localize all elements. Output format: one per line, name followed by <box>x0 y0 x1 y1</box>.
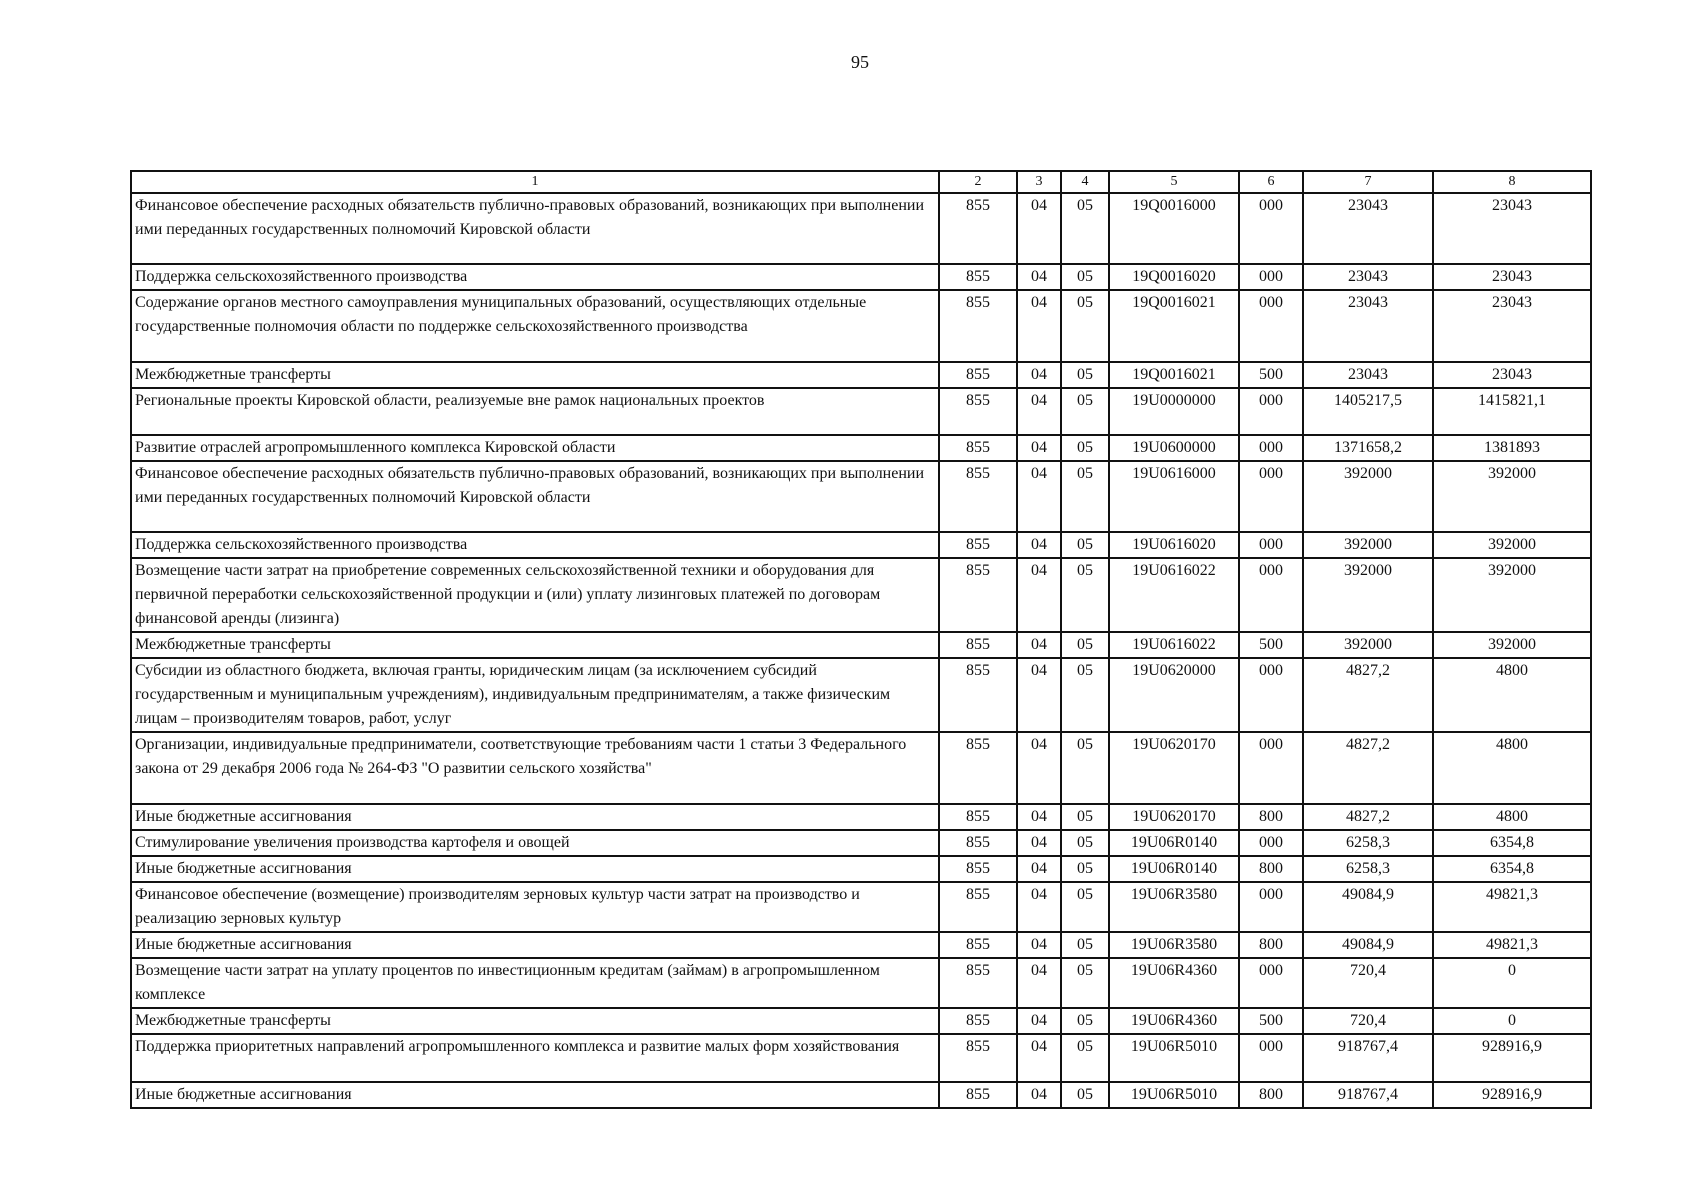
table-header-row <box>131 171 1591 193</box>
amount-year-2: 4800 <box>1433 658 1591 732</box>
table-row <box>131 558 1591 632</box>
amount-year-2: 49821,3 <box>1433 882 1591 932</box>
table-row <box>131 435 1591 461</box>
table-row <box>131 461 1591 532</box>
ministry-code: 855 <box>939 290 1017 362</box>
target-article-code: 19U0616020 <box>1109 532 1239 558</box>
section-code: 04 <box>1017 558 1061 632</box>
row-name: Поддержка сельскохозяйственного производства <box>131 264 939 290</box>
target-article-code: 19U0620170 <box>1109 804 1239 830</box>
subsection-code: 05 <box>1061 804 1109 830</box>
table-row <box>131 388 1591 435</box>
table-row <box>131 264 1591 290</box>
ministry-code: 855 <box>939 532 1017 558</box>
ministry-code: 855 <box>939 958 1017 1008</box>
table-row <box>131 193 1591 264</box>
table-row <box>131 362 1591 388</box>
ministry-code: 855 <box>939 362 1017 388</box>
row-name: Иные бюджетные ассигнования <box>131 932 939 958</box>
subsection-code: 05 <box>1061 732 1109 804</box>
target-article-code: 19U06R0140 <box>1109 856 1239 882</box>
expense-type-code: 000 <box>1239 830 1303 856</box>
amount-year-2: 23043 <box>1433 290 1591 362</box>
amount-year-2: 23043 <box>1433 193 1591 264</box>
amount-year-2: 928916,9 <box>1433 1082 1591 1108</box>
section-code: 04 <box>1017 804 1061 830</box>
subsection-code: 05 <box>1061 388 1109 435</box>
amount-year-1: 720,4 <box>1303 958 1433 1008</box>
amount-year-1: 1405217,5 <box>1303 388 1433 435</box>
column-header: 3 <box>1017 171 1061 193</box>
expense-type-code: 000 <box>1239 1034 1303 1082</box>
expense-type-code: 000 <box>1239 461 1303 532</box>
section-code: 04 <box>1017 632 1061 658</box>
expense-type-code: 000 <box>1239 264 1303 290</box>
expense-type-code: 000 <box>1239 388 1303 435</box>
row-name: Межбюджетные трансферты <box>131 1008 939 1034</box>
amount-year-1: 6258,3 <box>1303 856 1433 882</box>
row-name: Региональные проекты Кировской области, реализуемые вне рамок национальных проектов <box>131 388 939 435</box>
expense-type-code: 000 <box>1239 658 1303 732</box>
target-article-code: 19U06R3580 <box>1109 882 1239 932</box>
table-row <box>131 882 1591 932</box>
amount-year-1: 918767,4 <box>1303 1082 1433 1108</box>
amount-year-1: 23043 <box>1303 193 1433 264</box>
section-code: 04 <box>1017 532 1061 558</box>
amount-year-1: 720,4 <box>1303 1008 1433 1034</box>
subsection-code: 05 <box>1061 632 1109 658</box>
row-name: Финансовое обеспечение расходных обязательств публично-правовых образований, возникающих при выполнении ими переданных государственных полномочий Кировской области <box>131 461 939 532</box>
column-header: 5 <box>1109 171 1239 193</box>
expense-type-code: 000 <box>1239 882 1303 932</box>
section-code: 04 <box>1017 362 1061 388</box>
amount-year-1: 23043 <box>1303 362 1433 388</box>
table-row <box>131 1034 1591 1082</box>
subsection-code: 05 <box>1061 658 1109 732</box>
ministry-code: 855 <box>939 558 1017 632</box>
amount-year-2: 1415821,1 <box>1433 388 1591 435</box>
page-number: 95 <box>851 52 869 72</box>
section-code: 04 <box>1017 856 1061 882</box>
subsection-code: 05 <box>1061 882 1109 932</box>
section-code: 04 <box>1017 1034 1061 1082</box>
ministry-code: 855 <box>939 461 1017 532</box>
column-header: 4 <box>1061 171 1109 193</box>
subsection-code: 05 <box>1061 435 1109 461</box>
row-name: Поддержка сельскохозяйственного производства <box>131 532 939 558</box>
row-name: Поддержка приоритетных направлений агропромышленного комплекса и развитие малых форм хозяйствования <box>131 1034 939 1082</box>
target-article-code: 19U0000000 <box>1109 388 1239 435</box>
target-article-code: 19U06R5010 <box>1109 1082 1239 1108</box>
table-row <box>131 532 1591 558</box>
expense-type-code: 800 <box>1239 804 1303 830</box>
target-article-code: 19U06R3580 <box>1109 932 1239 958</box>
section-code: 04 <box>1017 732 1061 804</box>
target-article-code: 19U06R4360 <box>1109 1008 1239 1034</box>
target-article-code: 19Q0016021 <box>1109 362 1239 388</box>
amount-year-2: 6354,8 <box>1433 856 1591 882</box>
amount-year-2: 0 <box>1433 1008 1591 1034</box>
table-row <box>131 830 1591 856</box>
target-article-code: 19U0616022 <box>1109 632 1239 658</box>
amount-year-1: 392000 <box>1303 461 1433 532</box>
table-row <box>131 932 1591 958</box>
table-row <box>131 1008 1591 1034</box>
subsection-code: 05 <box>1061 362 1109 388</box>
target-article-code: 19U0616000 <box>1109 461 1239 532</box>
ministry-code: 855 <box>939 732 1017 804</box>
row-name: Межбюджетные трансферты <box>131 362 939 388</box>
expense-type-code: 500 <box>1239 362 1303 388</box>
amount-year-1: 1371658,2 <box>1303 435 1433 461</box>
amount-year-1: 392000 <box>1303 632 1433 658</box>
subsection-code: 05 <box>1061 558 1109 632</box>
subsection-code: 05 <box>1061 1034 1109 1082</box>
expense-type-code: 000 <box>1239 532 1303 558</box>
budget-table <box>130 170 1592 1109</box>
amount-year-2: 0 <box>1433 958 1591 1008</box>
table-row <box>131 804 1591 830</box>
expense-type-code: 800 <box>1239 856 1303 882</box>
subsection-code: 05 <box>1061 461 1109 532</box>
row-name: Межбюджетные трансферты <box>131 632 939 658</box>
expense-type-code: 500 <box>1239 1008 1303 1034</box>
ministry-code: 855 <box>939 193 1017 264</box>
amount-year-1: 4827,2 <box>1303 804 1433 830</box>
table-row <box>131 856 1591 882</box>
ministry-code: 855 <box>939 1034 1017 1082</box>
subsection-code: 05 <box>1061 958 1109 1008</box>
section-code: 04 <box>1017 264 1061 290</box>
expense-type-code: 000 <box>1239 435 1303 461</box>
ministry-code: 855 <box>939 435 1017 461</box>
amount-year-2: 392000 <box>1433 632 1591 658</box>
row-name: Развитие отраслей агропромышленного комплекса Кировской области <box>131 435 939 461</box>
section-code: 04 <box>1017 830 1061 856</box>
section-code: 04 <box>1017 958 1061 1008</box>
row-name: Иные бюджетные ассигнования <box>131 804 939 830</box>
amount-year-1: 49084,9 <box>1303 932 1433 958</box>
subsection-code: 05 <box>1061 932 1109 958</box>
column-header: 8 <box>1433 171 1591 193</box>
expense-type-code: 000 <box>1239 958 1303 1008</box>
section-code: 04 <box>1017 388 1061 435</box>
amount-year-1: 4827,2 <box>1303 658 1433 732</box>
target-article-code: 19Q0016020 <box>1109 264 1239 290</box>
section-code: 04 <box>1017 435 1061 461</box>
target-article-code: 19U0600000 <box>1109 435 1239 461</box>
row-name: Стимулирование увеличения производства картофеля и овощей <box>131 830 939 856</box>
expense-type-code: 000 <box>1239 290 1303 362</box>
expense-type-code: 000 <box>1239 558 1303 632</box>
ministry-code: 855 <box>939 1008 1017 1034</box>
row-name: Финансовое обеспечение (возмещение) производителям зерновых культур части затрат на производство и реализацию зерновых культур <box>131 882 939 932</box>
amount-year-2: 1381893 <box>1433 435 1591 461</box>
subsection-code: 05 <box>1061 290 1109 362</box>
target-article-code: 19U06R4360 <box>1109 958 1239 1008</box>
amount-year-2: 4800 <box>1433 804 1591 830</box>
amount-year-2: 23043 <box>1433 264 1591 290</box>
amount-year-2: 392000 <box>1433 532 1591 558</box>
table-row <box>131 732 1591 804</box>
column-header: 7 <box>1303 171 1433 193</box>
expense-type-code: 800 <box>1239 932 1303 958</box>
target-article-code: 19Q0016000 <box>1109 193 1239 264</box>
amount-year-2: 4800 <box>1433 732 1591 804</box>
ministry-code: 855 <box>939 388 1017 435</box>
section-code: 04 <box>1017 658 1061 732</box>
ministry-code: 855 <box>939 804 1017 830</box>
section-code: 04 <box>1017 461 1061 532</box>
target-article-code: 19U0616022 <box>1109 558 1239 632</box>
subsection-code: 05 <box>1061 264 1109 290</box>
amount-year-2: 49821,3 <box>1433 932 1591 958</box>
row-name: Финансовое обеспечение расходных обязательств публично-правовых образований, возникающих при выполнении ими переданных государственных полномочий Кировской области <box>131 193 939 264</box>
section-code: 04 <box>1017 882 1061 932</box>
amount-year-2: 392000 <box>1433 558 1591 632</box>
ministry-code: 855 <box>939 830 1017 856</box>
ministry-code: 855 <box>939 658 1017 732</box>
table-row <box>131 658 1591 732</box>
column-header: 2 <box>939 171 1017 193</box>
table-row <box>131 290 1591 362</box>
row-name: Содержание органов местного самоуправления муниципальных образований, осуществляющих отдельные государственные полномочия области по поддержке сельскохозяйственного производства <box>131 290 939 362</box>
amount-year-2: 928916,9 <box>1433 1034 1591 1082</box>
subsection-code: 05 <box>1061 193 1109 264</box>
expense-type-code: 500 <box>1239 632 1303 658</box>
row-name: Возмещение части затрат на уплату процентов по инвестиционным кредитам (займам) в агропромышленном комплексе <box>131 958 939 1008</box>
row-name: Иные бюджетные ассигнования <box>131 1082 939 1108</box>
subsection-code: 05 <box>1061 1008 1109 1034</box>
row-name: Возмещение части затрат на приобретение современных сельскохозяйственной техники и оборудования для первичной переработки сельскохозяйственной продукции и (или) уплату лизинговых платежей по договорам финансовой аренды (лизинга) <box>131 558 939 632</box>
section-code: 04 <box>1017 1082 1061 1108</box>
section-code: 04 <box>1017 193 1061 264</box>
ministry-code: 855 <box>939 632 1017 658</box>
amount-year-1: 392000 <box>1303 558 1433 632</box>
expense-type-code: 000 <box>1239 732 1303 804</box>
ministry-code: 855 <box>939 1082 1017 1108</box>
amount-year-1: 49084,9 <box>1303 882 1433 932</box>
table-row <box>131 632 1591 658</box>
table-row <box>131 958 1591 1008</box>
subsection-code: 05 <box>1061 1082 1109 1108</box>
target-article-code: 19U06R5010 <box>1109 1034 1239 1082</box>
amount-year-2: 23043 <box>1433 362 1591 388</box>
amount-year-1: 918767,4 <box>1303 1034 1433 1082</box>
amount-year-2: 392000 <box>1433 461 1591 532</box>
target-article-code: 19U0620170 <box>1109 732 1239 804</box>
section-code: 04 <box>1017 932 1061 958</box>
amount-year-1: 4827,2 <box>1303 732 1433 804</box>
row-name: Субсидии из областного бюджета, включая гранты, юридическим лицам (за исключением субсидий государственным и муниципальным учреждениям), индивидуальным предпринимателям, а также физическим лицам – производителям товаров, работ, услуг <box>131 658 939 732</box>
amount-year-1: 23043 <box>1303 290 1433 362</box>
section-code: 04 <box>1017 290 1061 362</box>
ministry-code: 855 <box>939 856 1017 882</box>
expense-type-code: 000 <box>1239 193 1303 264</box>
amount-year-1: 23043 <box>1303 264 1433 290</box>
ministry-code: 855 <box>939 932 1017 958</box>
row-name: Иные бюджетные ассигнования <box>131 856 939 882</box>
column-header: 1 <box>131 171 939 193</box>
column-header: 6 <box>1239 171 1303 193</box>
amount-year-2: 6354,8 <box>1433 830 1591 856</box>
expense-type-code: 800 <box>1239 1082 1303 1108</box>
subsection-code: 05 <box>1061 856 1109 882</box>
section-code: 04 <box>1017 1008 1061 1034</box>
subsection-code: 05 <box>1061 532 1109 558</box>
target-article-code: 19Q0016021 <box>1109 290 1239 362</box>
amount-year-1: 6258,3 <box>1303 830 1433 856</box>
target-article-code: 19U06R0140 <box>1109 830 1239 856</box>
target-article-code: 19U0620000 <box>1109 658 1239 732</box>
row-name: Организации, индивидуальные предприниматели, соответствующие требованиям части 1 статьи 3 Федерального закона от 29 декабря 2006 года № 264-ФЗ "О развитии сельского хозяйства" <box>131 732 939 804</box>
table-row <box>131 1082 1591 1108</box>
ministry-code: 855 <box>939 264 1017 290</box>
amount-year-1: 392000 <box>1303 532 1433 558</box>
ministry-code: 855 <box>939 882 1017 932</box>
subsection-code: 05 <box>1061 830 1109 856</box>
